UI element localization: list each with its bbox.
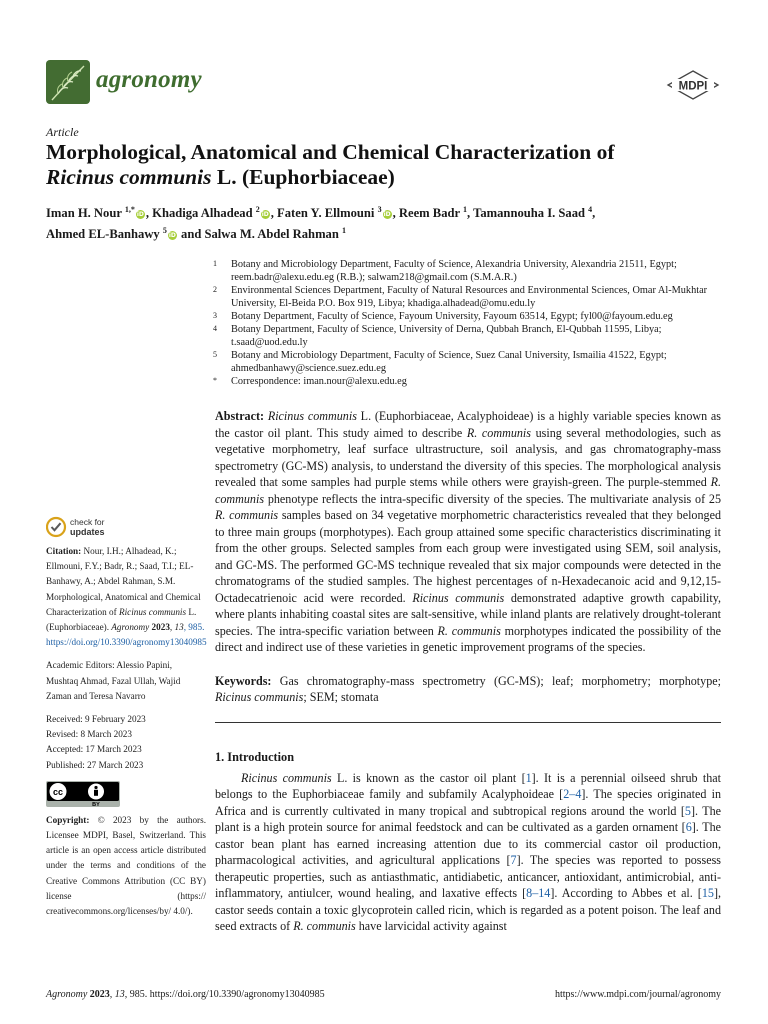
- footer-year: 2023: [87, 989, 110, 1000]
- author-affiliation-sup: 2: [255, 205, 260, 214]
- citation-ref-link[interactable]: 7: [510, 853, 517, 867]
- author[interactable]: [277, 206, 393, 220]
- copyright-text: © 2023 by the authors. Licensee MDPI, Basel, Switzerland. This article is an open access article distributed under the terms and conditions of the Creative Commons Attribution (CC BY) license (https:// creativecommons.org/licenses/by/ 4.0/).: [46, 814, 206, 917]
- species-name: R. communis: [215, 508, 279, 522]
- academic-editors: Academic Editors: Alessio Papini, Mushtaq Ahmad, Fazal Ullah, Wajid Zaman and Teresa Navarro: [46, 660, 181, 701]
- species-name: Ricinus communis: [412, 590, 505, 605]
- left-sidebar: [46, 544, 206, 927]
- citation-ref-link[interactable]: 6: [685, 820, 692, 834]
- journal-name: agronomy: [96, 66, 202, 93]
- check-updates-line1: check for: [70, 517, 105, 527]
- author-name: Khadiga Alhadead: [152, 206, 253, 221]
- main-column: [215, 408, 721, 706]
- author[interactable]: [205, 227, 347, 241]
- orcid-icon[interactable]: iD: [261, 211, 269, 219]
- author-affiliation-sup: 1,*: [124, 205, 135, 214]
- check-updates-line2: updates: [70, 527, 105, 537]
- author-name: Iman H. Nour: [46, 206, 122, 221]
- mdpi-logo-icon: [666, 70, 720, 100]
- accepted-date: Accepted: 17 March 2023: [46, 744, 142, 755]
- citation-ref-link[interactable]: 1: [525, 770, 532, 785]
- citation-doi-link[interactable]: , 985. https://doi.org/10.3390/agronomy13040985: [46, 622, 207, 648]
- author-list: Iman H. Nour $^{1,*}$iD , Khadiga Alhadead $^2$iD , Faten Y. Ellmouni $^3$iD , Reem Badr $^1$, Tamannouha I. Saad $^4$, Ahmed EL-Banhawy $^5$iD and Salwa M. Abdel Rahman $^1$: [46, 205, 596, 242]
- mdpi-logo-text: MDPI: [678, 80, 708, 93]
- abstract-text: demonstrated adaptive growth capability, where plants inhabiting coastal sites are salt-sensitive, while inland plants are relatively drought-tolerant species. The intra-specific variation between: [215, 590, 721, 638]
- cc-by-label: BY: [92, 801, 100, 807]
- citation-ref-link[interactable]: 5: [684, 803, 691, 818]
- affiliation-number: *: [213, 376, 217, 385]
- citation-species: Ricinus communis: [118, 606, 187, 617]
- affiliation-number: 5: [213, 350, 217, 359]
- affiliation-item: [213, 310, 728, 323]
- author-name: Faten Y. Ellmouni: [277, 206, 375, 221]
- author-name: Tamannouha I. Saad: [473, 206, 585, 221]
- cc-by-license-icon[interactable]: [46, 781, 120, 807]
- revised-date: Revised: 8 March 2023: [46, 729, 132, 740]
- author-name: Salwa M. Abdel Rahman: [204, 227, 339, 242]
- affiliation-number: 3: [213, 311, 217, 320]
- footer-citation: [46, 989, 325, 1000]
- species-name: R. communis: [293, 919, 356, 933]
- orcid-icon[interactable]: iD: [136, 211, 144, 219]
- check-for-updates-badge[interactable]: [46, 515, 166, 539]
- affiliation-text: Botany and Microbiology Department, Faculty of Science, Alexandria University, Alexandria 21511, Egypt; reem.badr@alexu.edu.eg (R.B.); salwam218@gmail.com (S.M.A.R.): [231, 259, 677, 283]
- intro-text: ]. The species was reported to possess therapeutic properties, such as antiasthmatic, antidiabetic, anticancer, antioxidant, antimicrobial, anti-inflammatory, antiulcer, wound healing, and laxative effects [: [215, 853, 721, 900]
- author-name: Reem Badr: [398, 206, 460, 221]
- affiliation-item: [213, 323, 728, 349]
- keywords-text: Gas chromatography-mass spectrometry (GC-MS); leaf; morphometry; morphotype;: [271, 673, 721, 688]
- affiliation-text: Botany Department, Faculty of Science, University of Derna, Qubbah Branch, El-Qubbah 11595, Libya; t.saad@uod.edu.ly: [231, 324, 662, 348]
- abstract-text: morphotypes indicated the possibility of the direct and indirect use of these varieties in genetic improvement programs of the species.: [215, 623, 721, 654]
- author-affiliation-sup: 1: [463, 205, 468, 214]
- keywords: [215, 673, 721, 706]
- introduction-heading: 1. Introduction: [215, 750, 295, 764]
- orcid-icon[interactable]: iD: [383, 211, 391, 219]
- citation-text: Nour, I.H.; Alhadead, K.; Ellmouni, F.Y.; Badr, R.; Saad, T.I.; EL-Banhawy, A.; Abdel Rahman, S.M. Morphological, Anatomical and Chemical Characterization of: [46, 546, 201, 617]
- journal-logo-icon: [46, 60, 90, 104]
- author-affiliation-sup: 5: [162, 226, 167, 236]
- article-type: Article: [46, 125, 79, 139]
- author-affiliation-sup: 1: [342, 226, 347, 236]
- species-name: Ricinus communis: [267, 409, 357, 423]
- author-name: Ahmed EL-Banhawy: [46, 227, 160, 242]
- footer-volume: , 13: [109, 989, 125, 1000]
- abstract-label: Abstract:: [215, 409, 265, 423]
- affiliation-item: [213, 375, 728, 388]
- intro-text: have larvicidal activity against: [355, 919, 507, 933]
- citation-ref-link[interactable]: 2–4: [563, 787, 582, 801]
- author[interactable]: [399, 206, 467, 220]
- author[interactable]: [46, 227, 178, 241]
- affiliation-item: [213, 284, 728, 310]
- copyright-label: Copyright:: [46, 814, 90, 825]
- species-name: R. communis: [466, 425, 531, 440]
- abstract-text: samples based on 34 vegetative morphometric characteristics revealed that they belonged to three main groups (morphotypes). Each group attained some specific characteristics discriminating it from the other groups. Selected samples from each group were investigated using SEM, soil analysis, and GC-MS. The performed GC-MS technique revealed that six major compounds were detected in the chromatograms of the studied samples. The highest percentages of n-Hexadecanoic acid and 9,12,15-Octadecatrienoic acid were recorded.: [215, 508, 721, 605]
- affiliation-text: Environmental Sciences Department, Faculty of Natural Resources and Environmental Sciences, Omar Al-Mukhtar University, El-Beida P.O. Box 919, Libya; khadiga.alhadead@omu.edu.ly: [231, 285, 708, 309]
- intro-text: ], castor seeds contain a toxic glycoprotein called ricin, which is regarded as a potent poison. The leaf and seed extracts of: [215, 886, 721, 933]
- affiliation-number: 4: [213, 324, 217, 333]
- author[interactable]: [473, 206, 592, 220]
- title-line2: L. (Euphorbiaceae): [211, 165, 395, 189]
- affiliation-text: Botany and Microbiology Department, Faculty of Science, Suez Canal University, Ismailia 41522, Egypt; ahmedbanhawy@science.suez.edu.eg: [231, 350, 667, 374]
- citation-volume: , 13: [169, 622, 184, 633]
- abstract-text: phenotype reflects the intra-specific diversity of the species. The multivariate analysis of 25: [264, 491, 721, 506]
- intro-text: ]. According to Abbes et al. [: [550, 886, 702, 900]
- keywords-text: ; SEM; stomata: [303, 690, 379, 704]
- abstract: [215, 408, 721, 656]
- affiliation-text: Botany Department, Faculty of Science, Fayoum University, Fayoum 63514, Egypt; fyl00@fayoum.edu.eg: [231, 311, 673, 322]
- introduction-paragraph: [215, 770, 721, 935]
- affiliation-item: [213, 258, 728, 284]
- received-date: Received: 9 February 2023: [46, 714, 146, 725]
- citation-block: [46, 544, 206, 650]
- copyright-block: [46, 813, 206, 919]
- species-name: Ricinus communis: [215, 690, 304, 704]
- intro-text: ]. The species originated in Africa and is currently cultivated in many tropical and subtropical regions around the world [: [215, 787, 721, 818]
- citation-journal: Agronomy: [111, 622, 150, 633]
- article-title: [46, 140, 736, 190]
- affiliation-number: 2: [213, 285, 217, 294]
- title-line1: Morphological, Anatomical and Chemical Characterization of: [46, 140, 615, 164]
- footer-doi-link[interactable]: , 985. https://doi.org/10.3390/agronomy13040985: [124, 989, 325, 1000]
- affiliations: [213, 258, 728, 388]
- introduction-section: [215, 749, 721, 935]
- svg-text:cc: cc: [52, 786, 64, 797]
- citation-text-2: L. (Euphorbiaceae).: [46, 606, 197, 633]
- citation-ref-link[interactable]: 8–14: [526, 886, 551, 900]
- intro-text: ]. The plant is a high protein source for animal feedstock and can be cultivated as a garden ornament [: [215, 803, 721, 834]
- affiliation-number: 1: [213, 259, 217, 268]
- citation-ref-link[interactable]: 15: [701, 886, 714, 900]
- affiliation-item: [213, 349, 728, 375]
- species-name: R. communis: [437, 623, 501, 638]
- dates-block: [46, 712, 206, 773]
- species-name: Ricinus communis: [241, 770, 332, 785]
- intro-text: ]. The castor bean plant has earned increasing attention due to its commercial castor oil production, pharmacological activities, and agricultural applications [: [215, 820, 721, 867]
- intro-text: ]. It is a perennial oilseed shrub that belongs to the Euphorbiaceae family and subfamily Acalyphoideae [: [215, 770, 722, 801]
- citation-label: Citation:: [46, 546, 82, 556]
- footer-journal: Agronomy: [46, 989, 88, 1000]
- published-date: Published: 27 March 2023: [46, 759, 144, 770]
- keywords-label: Keywords:: [215, 673, 272, 688]
- author-affiliation-sup: 3: [377, 205, 382, 214]
- abstract-text: using several methodologies, such as vegetative morphometry, leaf surface ultrastructure, soil analysis, and gas chromatography-mass spectrometry (GC-MS) analysis, to understand the diversity of this species. The morphological analysis revealed that some samples had purple stems while others were grayish-green. The purple-stemmed: [215, 425, 721, 489]
- footer-journal-url[interactable]: https://www.mdpi.com/journal/agronomy: [554, 989, 721, 1000]
- section-divider: [215, 722, 721, 723]
- species-name: R. communis: [215, 475, 721, 506]
- title-species: Ricinus communis: [46, 165, 212, 189]
- author[interactable]: [46, 206, 146, 220]
- affiliation-text: Correspondence: iman.nour@alexu.edu.eg: [231, 376, 407, 387]
- intro-text: L. is known as the castor oil plant [: [331, 770, 526, 785]
- citation-year: 2023: [149, 622, 170, 633]
- abstract-text: L. (Euphorbiaceae, Acalyphoideae) is a highly variable species known as the castor oil plant. This study aimed to describe: [215, 409, 722, 440]
- orcid-icon[interactable]: iD: [168, 232, 176, 240]
- author-affiliation-sup: 4: [588, 205, 593, 214]
- author[interactable]: [152, 206, 271, 220]
